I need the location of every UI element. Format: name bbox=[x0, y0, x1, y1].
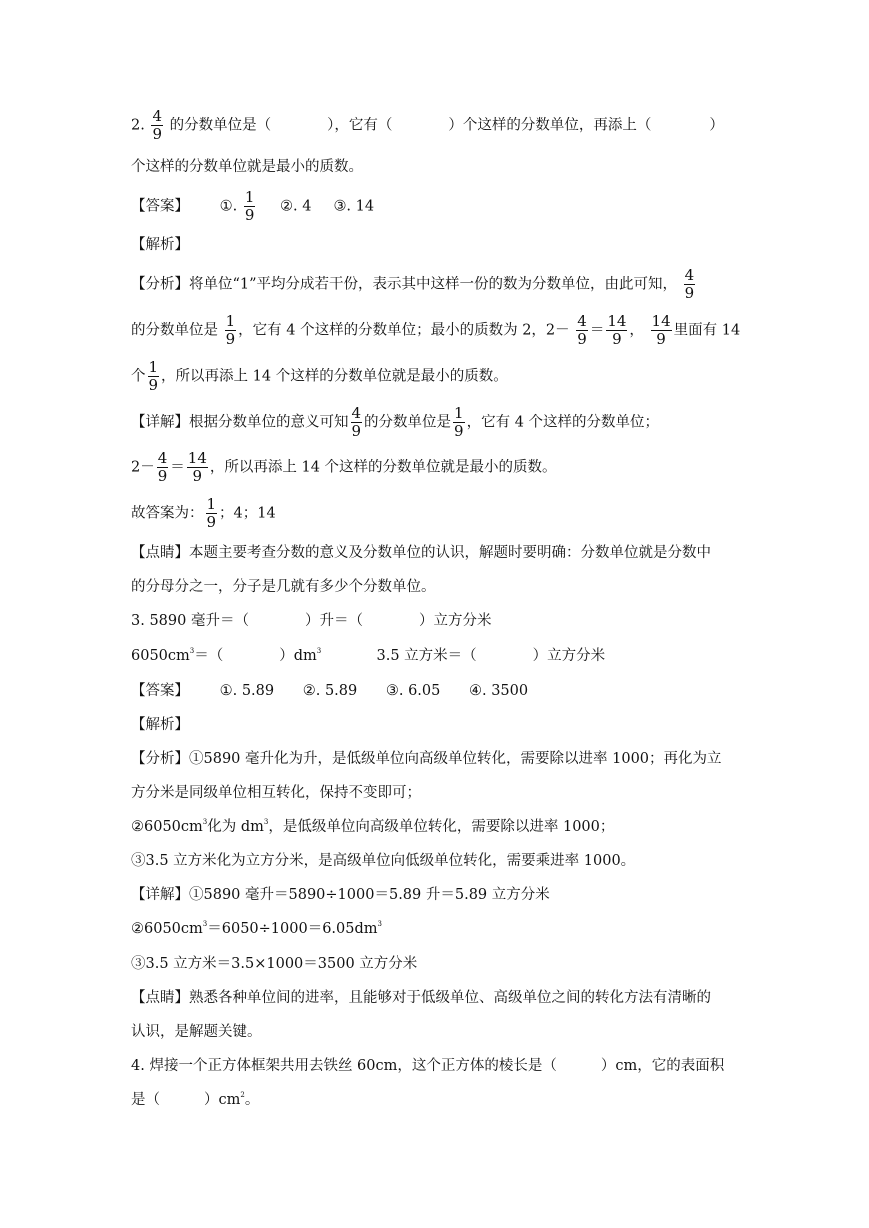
q2-final-answer: 故答案为： $\frac{1}{9}$ ；4；14 bbox=[131, 495, 276, 531]
q4-stem-line1: 4. 焊接一个正方体框架共用去铁丝 60cm，这个正方体的棱长是（ ）cm，它的表面积 bbox=[131, 1058, 725, 1074]
q2-analysis-line3: 个 $\frac{1}{9}$ ，所以再添上 14 个这样的分数单位就是最小的质数。 bbox=[131, 358, 508, 394]
q2-stem-line1: 2. $\frac{4}{9}$ 的分数单位是（ ），它有（ ）个这样的分数单位，再添上（ ） bbox=[131, 107, 724, 143]
q2-answer: 【答案】 ①. $\frac{1}{9}$ ②. 4 ③. 14 bbox=[131, 188, 375, 224]
q3-stem-line2: $6050cm^3=$（ ）$dm^3$ 3.5 立方米＝（ ）立方分米 bbox=[131, 647, 606, 664]
q4-stem-line2: 是（ ）$cm^2$。 bbox=[131, 1091, 260, 1108]
q3-answer: 【答案】 ①. 5.89 ②. 5.89 ③. 6.05 ④. 3500 bbox=[131, 683, 529, 699]
q3-jiexi: 【解析】 bbox=[131, 717, 189, 733]
q2-analysis-line2: 的分数单位是 $\frac{1}{9}$ ，它有 4 个这样的分数单位；最小的质数为 2，2－ $\frac{4}{9}$ ＝ $\frac{14}{9}$ ， $\frac{14}{9}$ 里面有 14 bbox=[131, 312, 741, 348]
q3-stem-line1: 3. 5890 毫升＝（ ）升＝（ ）立方分米 bbox=[131, 613, 492, 629]
fraction: $\frac{4}{9}$ bbox=[152, 107, 162, 143]
q2-analysis-line1: 【分析】将单位“1”平均分成若干份，表示其中这样一份的数为分数单位，由此可知， $\frac{4}{9}$ bbox=[131, 266, 695, 302]
q2-dianjing-line1: 【点睛】本题主要考查分数的意义及分数单位的认识，解题时要明确：分数单位就是分数中 bbox=[131, 545, 711, 561]
q3-dianjing-line1: 【点睛】熟悉各种单位间的进率，且能够对于低级单位、高级单位之间的转化方法有清晰的 bbox=[131, 990, 711, 1006]
q3-analysis-line2: 方分米是同级单位相互转化，保持不变即可； bbox=[131, 785, 421, 801]
q2-detail-line2: 2－ $\frac{4}{9}$ ＝ $\frac{14}{9}$ ，所以再添上 14 个这样的分数单位就是最小的质数。 bbox=[131, 449, 557, 485]
q3-analysis-line4: ③3.5 立方米化为立方分米，是高级单位向低级单位转化，需要乘进率 1000。 bbox=[131, 853, 636, 869]
q2-detail-line1: 【详解】根据分数单位的意义可知 $\frac{4}{9}$ 的分数单位是 $\frac{1}{9}$ ，它有 4 个这样的分数单位； bbox=[131, 404, 660, 440]
q3-detail-line1: 【详解】①5890 毫升＝5890÷1000＝5.89 升＝5.89 立方分米 bbox=[131, 887, 550, 903]
q3-dianjing-line2: 认识，是解题关键。 bbox=[131, 1024, 262, 1040]
q2-jiexi: 【解析】 bbox=[131, 237, 189, 253]
q3-detail-line2: $②6050cm^3=6050\div 1000=6.05dm^3$ bbox=[131, 920, 382, 937]
q3-detail-line3: ③3.5 立方米＝3.5×1000＝3500 立方分米 bbox=[131, 956, 418, 972]
q3-analysis-line1: 【分析】①5890 毫升化为升，是低级单位向高级单位转化，需要除以进率 1000；再化为立 bbox=[131, 751, 722, 767]
q3-analysis-line3: $②6050cm^3$化为 $dm^3$，是低级单位向高级单位转化，需要除以进率 1000； bbox=[131, 818, 615, 835]
question-number: 2. bbox=[131, 117, 145, 134]
q2-stem-line2: 个这样的分数单位就是最小的质数。 bbox=[131, 159, 363, 175]
q2-dianjing-line2: 的分母分之一，分子是几就有多少个分数单位。 bbox=[131, 579, 436, 595]
